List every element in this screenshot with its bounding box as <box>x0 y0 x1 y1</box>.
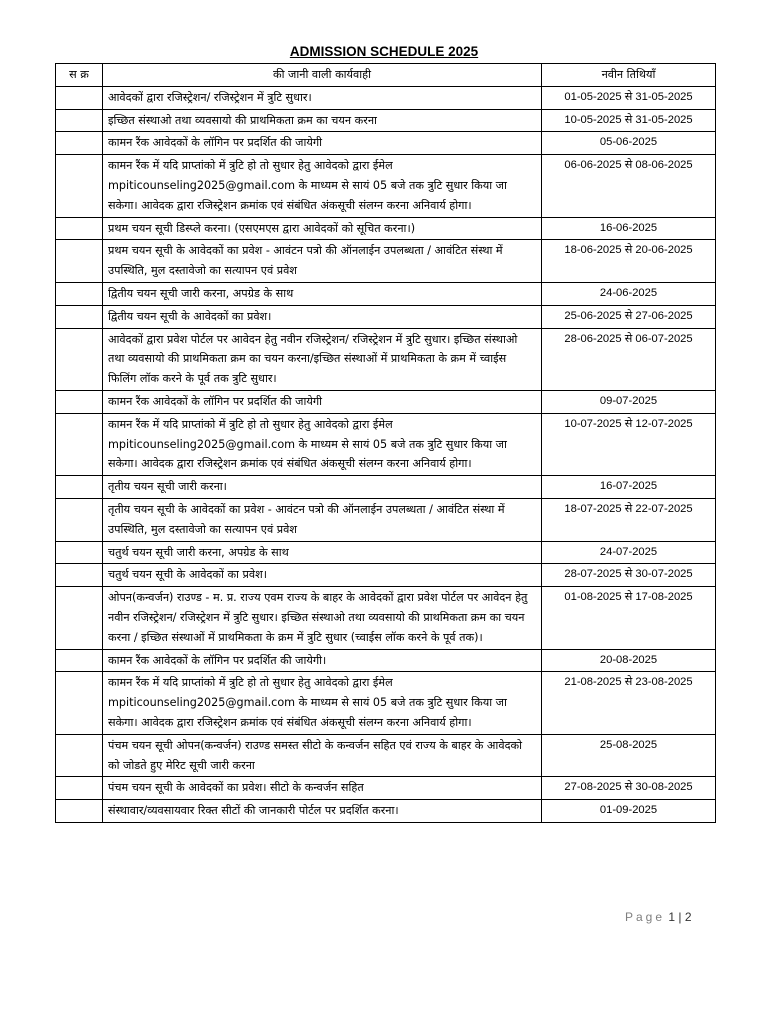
page-number: 1 <box>668 910 676 924</box>
table-row <box>56 498 716 541</box>
row-serial <box>56 587 103 649</box>
header-action: की जानी वाली कार्यवाही <box>103 64 542 87</box>
row-serial <box>56 390 103 413</box>
row-date: 25-06-2025 से 27-06-2025 <box>542 305 716 328</box>
page-label: Page <box>625 910 666 924</box>
table-row <box>56 390 716 413</box>
table-row <box>56 476 716 499</box>
row-action: पंचम चयन सूची ओपन(कन्वर्जन) राउण्ड समस्त सीटो के कन्वर्जन सहित एवं राज्य के बाहर के आवेदको को जोडते हुए मेरिट सूची जारी करना <box>103 734 542 777</box>
page-footer <box>625 910 692 924</box>
row-date: 09-07-2025 <box>542 390 716 413</box>
table-row <box>56 86 716 109</box>
row-serial <box>56 86 103 109</box>
table-row <box>56 328 716 390</box>
row-date: 28-06-2025 से 06-07-2025 <box>542 328 716 390</box>
row-date: 24-07-2025 <box>542 541 716 564</box>
row-date: 21-08-2025 से 23-08-2025 <box>542 672 716 734</box>
row-action: कामन रैंक में यदि प्राप्तांको में त्रुटि हो तो सुधार हेतु आवेदको द्वारा ईमेल mpiticounseling2025@gmail.com के माध्यम से सायं 05 बजे तक त्रुटि सुधार किया जा सकेगा। आवेदक द्वारा रजिस्ट्रेशन क्रमांक एवं संबंधित अंकसूची संलग्न करना अनिवार्य होगा। <box>103 672 542 734</box>
row-serial <box>56 734 103 777</box>
row-serial <box>56 649 103 672</box>
row-date: 10-05-2025 से 31-05-2025 <box>542 109 716 132</box>
table-row <box>56 734 716 777</box>
row-action: आवेदकों द्वारा रजिस्ट्रेशन/ रजिस्ट्रेशन में त्रुटि सुधार। <box>103 86 542 109</box>
row-serial <box>56 564 103 587</box>
table-row <box>56 305 716 328</box>
row-date: 25-08-2025 <box>542 734 716 777</box>
table-row <box>56 132 716 155</box>
table-row <box>56 282 716 305</box>
row-date: 01-05-2025 से 31-05-2025 <box>542 86 716 109</box>
row-date: 06-06-2025 से 08-06-2025 <box>542 155 716 217</box>
header-dates: नवीन तिथियाँ <box>542 64 716 87</box>
table-row <box>56 777 716 800</box>
row-action: कामन रैंक आवेदकों के लॉगिन पर प्रदर्शित की जायेगी <box>103 390 542 413</box>
row-date: 24-06-2025 <box>542 282 716 305</box>
header-serial: स क्र <box>56 64 103 87</box>
row-action: तृतीय चयन सूची जारी करना। <box>103 476 542 499</box>
row-serial <box>56 328 103 390</box>
table-row <box>56 564 716 587</box>
row-date: 16-07-2025 <box>542 476 716 499</box>
table-row <box>56 800 716 823</box>
table-row <box>56 155 716 217</box>
row-action: प्रथम चयन सूची डिस्प्ले करना। (एसएमएस द्वारा आवेदकों को सूचित करना।) <box>103 217 542 240</box>
row-action: चतुर्थ चयन सूची के आवेदकों का प्रवेश। <box>103 564 542 587</box>
row-serial <box>56 498 103 541</box>
row-action: इच्छित संस्थाओ तथा व्यवसायो की प्राथमिकता क्रम का चयन करना <box>103 109 542 132</box>
row-serial <box>56 109 103 132</box>
row-action: ओपन(कन्वर्जन) राउण्ड - म. प्र. राज्य एवम राज्य के बाहर के आवेदकों द्वारा प्रवेश पोर्टल पर आवेदन हेतु नवीन रजिस्ट्रेशन/ रजिस्ट्रेशन में त्रुटि सुधार। इच्छित संस्थाओ तथा व्यवसायो की प्राथमिकता क्रम का चयन करना / इच्छित संस्थाओं में प्राथमिकता के क्रम में त्रुटि सुधार (च्वाईस लॉक करने के पूर्व तक)। <box>103 587 542 649</box>
row-date: 01-08-2025 से 17-08-2025 <box>542 587 716 649</box>
row-serial <box>56 476 103 499</box>
row-action: कामन रैंक में यदि प्राप्तांको में त्रुटि हो तो सुधार हेतु आवेदको द्वारा ईमेल mpiticounseling2025@gmail.com के माध्यम से सायं 05 बजे तक त्रुटि सुधार किया जा सकेगा। आवेदक द्वारा रजिस्ट्रेशन क्रमांक एवं संबंधित अंकसूची संलग्न करना अनिवार्य होगा। <box>103 155 542 217</box>
row-serial <box>56 217 103 240</box>
row-action: पंचम चयन सूची के आवेदकों का प्रवेश। सीटो के कन्वर्जन सहित <box>103 777 542 800</box>
row-action: तृतीय चयन सूची के आवेदकों का प्रवेश - आवंटन पत्रो की ऑनलाईन उपलब्धता / आवंटित संस्था में उपस्थिति, मुल दस्तावेजो का सत्यापन एवं प्रवेश <box>103 498 542 541</box>
table-row <box>56 649 716 672</box>
row-action: प्रथम चयन सूची के आवेदकों का प्रवेश - आवंटन पत्रो की ऑनलाईन उपलब्धता / आवंटित संस्था में उपस्थिति, मुल दस्तावेजो का सत्यापन एवं प्रवेश <box>103 240 542 283</box>
document-title: ADMISSION SCHEDULE 2025 <box>289 44 479 59</box>
row-action: चतुर्थ चयन सूची जारी करना, अपग्रेड के साथ <box>103 541 542 564</box>
row-serial <box>56 672 103 734</box>
table-header-row <box>56 64 716 87</box>
row-date: 16-06-2025 <box>542 217 716 240</box>
table-row <box>56 217 716 240</box>
row-date: 18-06-2025 से 20-06-2025 <box>542 240 716 283</box>
table-row <box>56 240 716 283</box>
row-action: कामन रैंक आवेदकों के लॉगिन पर प्रदर्शित की जायेगी। <box>103 649 542 672</box>
page-total: 2 <box>684 910 692 924</box>
row-serial <box>56 541 103 564</box>
row-serial <box>56 777 103 800</box>
row-serial <box>56 305 103 328</box>
table-row <box>56 587 716 649</box>
table-row <box>56 109 716 132</box>
row-action: द्वितीय चयन सूची जारी करना, अपग्रेड के साथ <box>103 282 542 305</box>
row-serial <box>56 282 103 305</box>
row-date: 28-07-2025 से 30-07-2025 <box>542 564 716 587</box>
row-date: 01-09-2025 <box>542 800 716 823</box>
row-date: 10-07-2025 से 12-07-2025 <box>542 413 716 475</box>
row-action: कामन रैंक आवेदकों के लॉगिन पर प्रदर्शित की जायेगी <box>103 132 542 155</box>
row-action: आवेदकों द्वारा प्रवेश पोर्टल पर आवेदन हेतु नवीन रजिस्ट्रेशन/ रजिस्ट्रेशन में त्रुटि सुधार। इच्छित संस्थाओ तथा व्यवसायो की प्राथमिकता क्रम का चयन करना/इच्छित संस्थाओं में प्राथमिकता के क्रम में च्वाईस फिलिंग लॉक करने के पूर्व तक त्रुटि सुधार। <box>103 328 542 390</box>
table-row <box>56 541 716 564</box>
row-serial <box>56 413 103 475</box>
row-date: 18-07-2025 से 22-07-2025 <box>542 498 716 541</box>
schedule-table <box>55 63 716 823</box>
row-date: 20-08-2025 <box>542 649 716 672</box>
row-date: 27-08-2025 से 30-08-2025 <box>542 777 716 800</box>
row-serial <box>56 132 103 155</box>
row-action: द्वितीय चयन सूची के आवेदकों का प्रवेश। <box>103 305 542 328</box>
row-date: 05-06-2025 <box>542 132 716 155</box>
row-action: कामन रैंक में यदि प्राप्तांको में त्रुटि हो तो सुधार हेतु आवेदको द्वारा ईमेल mpiticounseling2025@gmail.com के माध्यम से सायं 05 बजे तक त्रुटि सुधार किया जा सकेगा। आवेदक द्वारा रजिस्ट्रेशन क्रमांक एवं संबंधित अंकसूची संलग्न करना अनिवार्य होगा। <box>103 413 542 475</box>
table-row <box>56 413 716 475</box>
table-row <box>56 672 716 734</box>
row-action: संस्थावार/व्यवसायवार रिक्त सीटों की जानकारी पोर्टल पर प्रदर्शित करना। <box>103 800 542 823</box>
row-serial <box>56 155 103 217</box>
page-separator: | <box>678 910 682 924</box>
row-serial <box>56 240 103 283</box>
row-serial <box>56 800 103 823</box>
